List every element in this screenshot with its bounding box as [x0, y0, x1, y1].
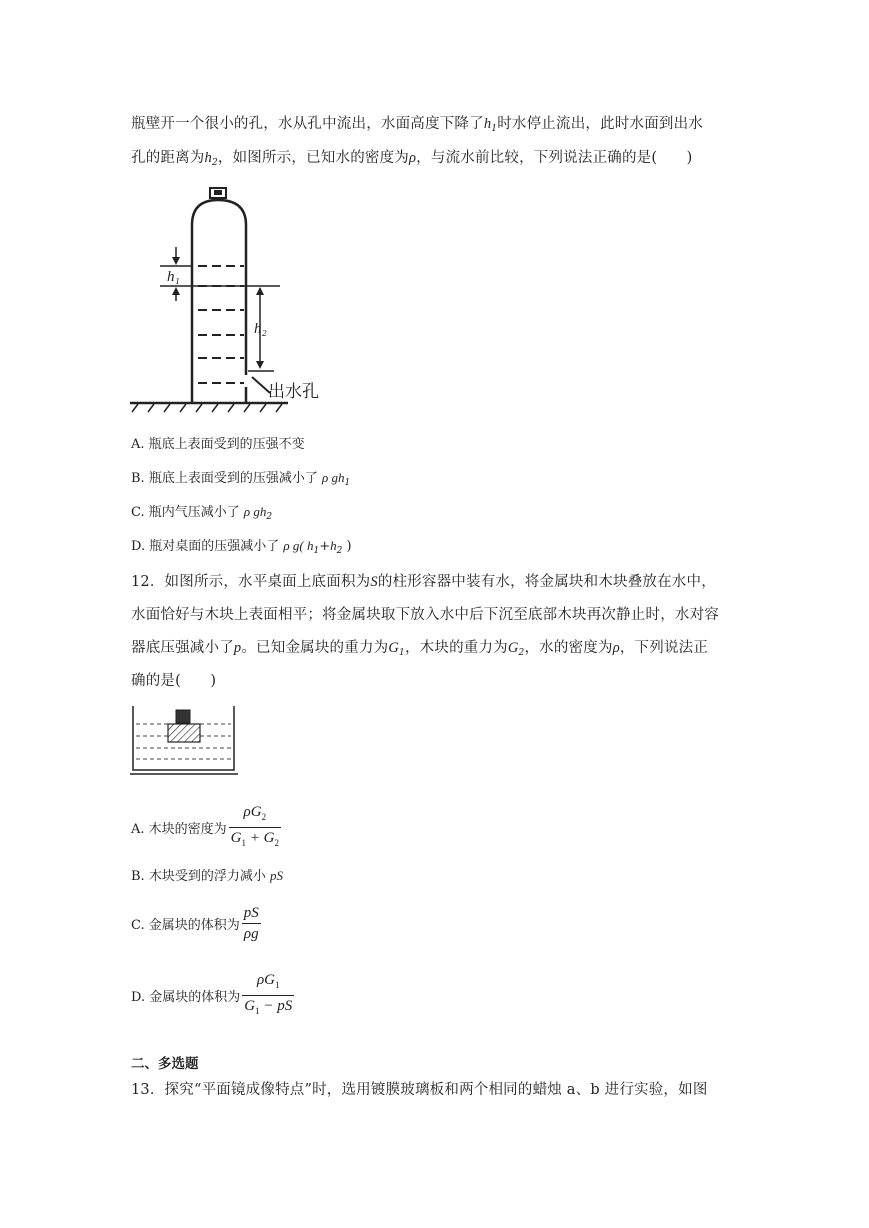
q12-line-4: 确的是( )	[131, 673, 217, 689]
q13-line-1: 13．探究“平面镜成像特点”时，选用镀膜玻璃板和两个相同的蜡烛 a、b 进行实验，如图	[131, 1082, 708, 1098]
q11-option-c[interactable]: C. 瓶内气压减小了 ρ $gh_2$	[131, 504, 273, 522]
fraction-c: $\frac{pS}{\rho g}$	[243, 905, 259, 942]
q12-line-3: 器底压强减小了p。已知金属块的重力为$G_1$，木块的重力为$G_2$，水的密度为ρ，下列说法正	[131, 640, 709, 658]
q12-option-a[interactable]: A. 木块的密度为 $\frac{\rho G_2}{G_1 + G_2}$	[131, 802, 281, 853]
q11-option-b[interactable]: B. 瓶底上表面受到的压强减小了 ρ $gh_1$	[131, 470, 351, 488]
q12-option-c[interactable]: C. 金属块的体积为 $\frac{pS}{\rho g}$	[131, 905, 259, 942]
q11-line-1: 瓶壁开一个很小的孔，水从孔中流出，水面高度下降了$h_1$时水停止流出，此时水面到出水	[131, 116, 704, 134]
outlet-label: 出水孔	[268, 382, 319, 402]
q12-line-2: 水面恰好与木块上表面相平；将金属块取下放入水中后下沉至底部木块再次静止时，水对容	[131, 607, 719, 623]
q12-option-b[interactable]: B. 木块受到的浮力减小 pS	[131, 868, 283, 884]
q12-line-1: 12．如图所示，水平桌面上底面积为S的柱形容器中装有水，将金属块和木块叠放在水中，	[131, 574, 716, 590]
q12-option-d[interactable]: D. 金属块的体积为 $\frac{\rho G_1}{G_1 - pS}$	[131, 970, 294, 1021]
container-figure	[130, 704, 240, 778]
q11-option-d[interactable]: D. 瓶对桌面的压强减小了 ρ g( $h_1+h_2$ )	[131, 538, 352, 556]
q11-option-a[interactable]: A. 瓶底上表面受到的压强不变	[131, 437, 305, 452]
bottle-figure	[128, 185, 358, 415]
h2-label: h₂	[254, 321, 267, 337]
q11-line-2: 孔的距离为$h_2$，如图所示，已知水的密度为ρ，与流水前比较，下列说法正确的是( )	[131, 150, 693, 168]
section-heading: 二、多选题	[131, 1056, 199, 1072]
h1-label: h₁	[167, 269, 180, 285]
fraction-a: $\frac{\rho G_2}{G_1 + G_2}$	[230, 804, 279, 848]
fraction-d: $\frac{\rho G_1}{G_1 - pS}$	[244, 972, 293, 1016]
